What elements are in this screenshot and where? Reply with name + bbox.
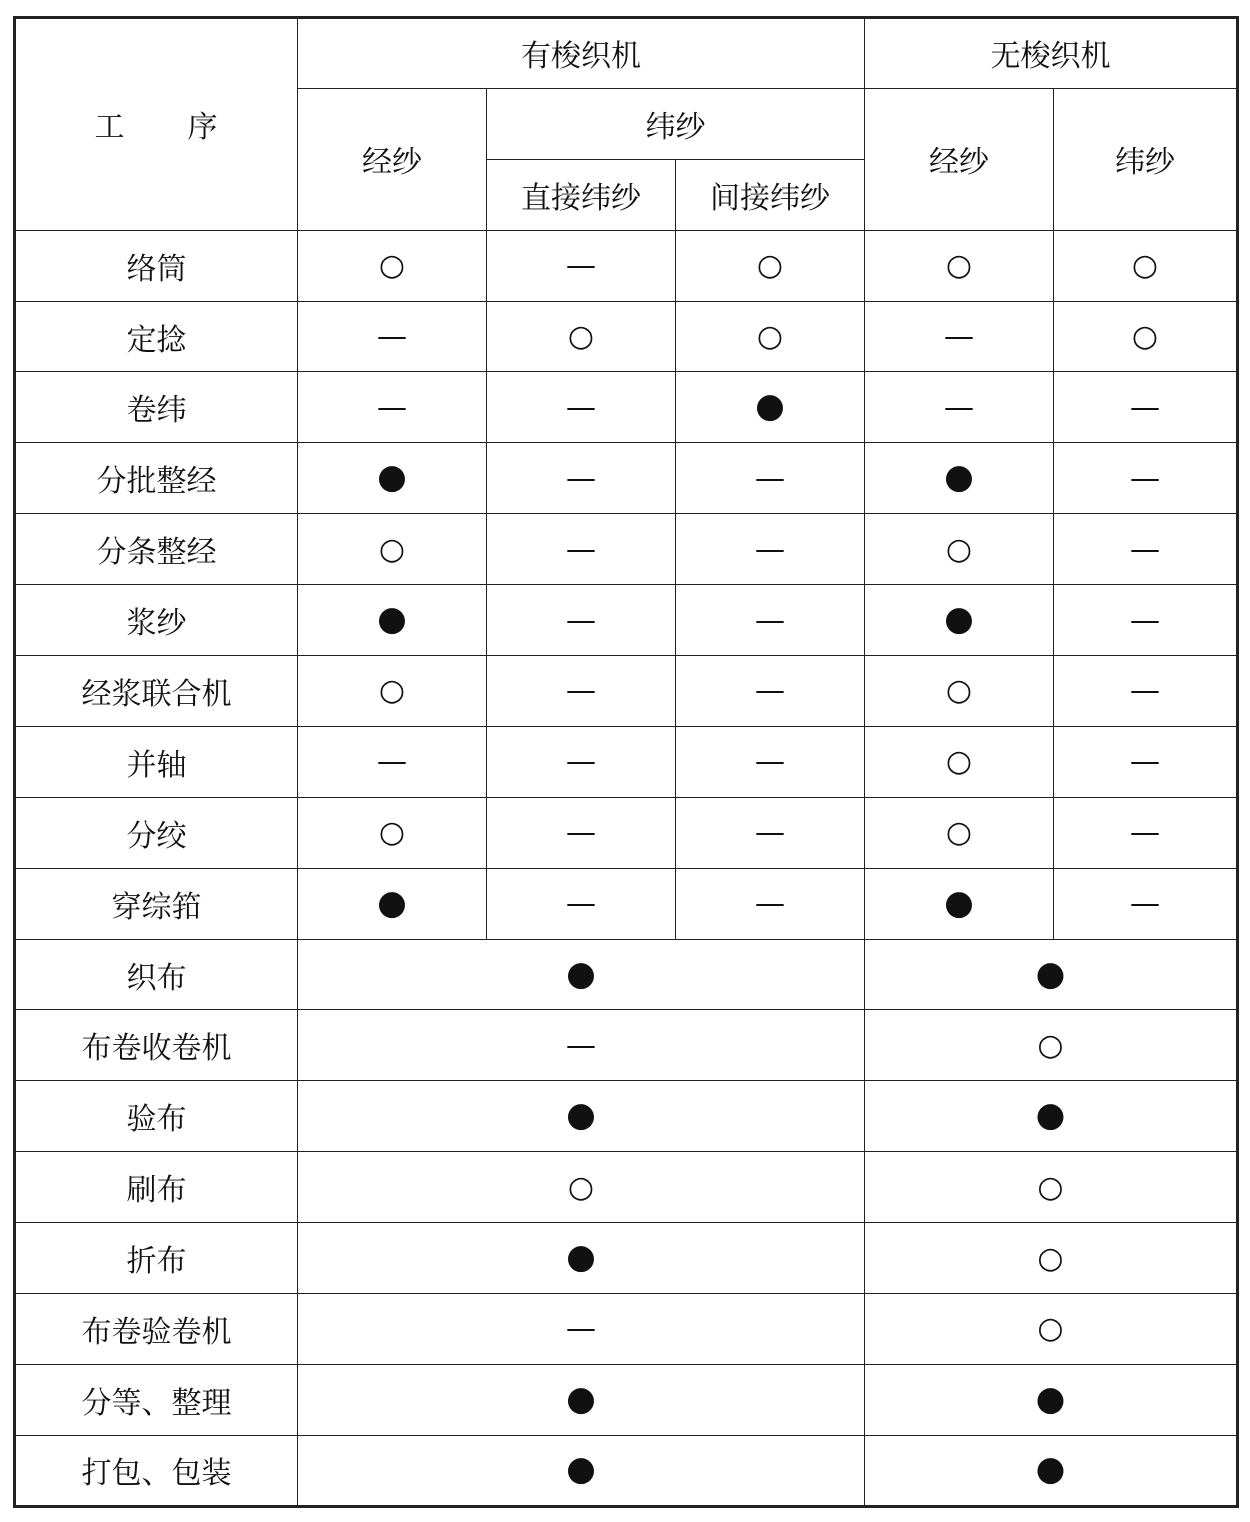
table-row [15,230,1238,301]
symbol-cell [865,1152,1238,1223]
symbol-cell [298,656,487,727]
symbol-cell [298,868,487,939]
symbol-cell [865,656,1054,727]
table-row [15,726,1238,797]
symbol-cell [1054,443,1238,514]
symbol-cell [298,726,487,797]
symbol-cell [487,230,676,301]
symbol-mark: ○ [378,248,406,284]
symbol-mark: — [1130,389,1161,425]
table-row [15,443,1238,514]
symbol-cell [865,1435,1238,1506]
symbol-mark: — [1130,531,1161,567]
symbol-mark: — [566,815,596,851]
shuttleless-warp-header: 经纱 [865,88,1054,230]
symbol-mark: — [1130,815,1161,851]
process-name: 刷布 [15,1152,298,1223]
symbol-mark: ○ [567,319,595,354]
symbol-cell [1054,868,1238,939]
symbol-cell [676,514,865,585]
symbol-cell [1054,372,1238,443]
symbol-cell [1054,726,1238,797]
symbol-cell [865,301,1054,372]
symbol-mark: — [566,744,596,780]
symbol-mark: — [755,886,785,922]
table-row [15,1435,1238,1506]
symbol-mark: — [1130,602,1161,638]
symbol-cell [865,514,1054,585]
symbol-mark: ● [944,882,974,923]
symbol-cell [865,1081,1238,1152]
symbol-cell [487,443,676,514]
symbol-mark: ● [377,882,407,923]
symbol-mark: ● [1035,953,1066,994]
symbol-mark: — [1130,886,1161,922]
process-name: 织布 [15,939,298,1010]
symbol-cell [298,1364,865,1435]
symbol-mark: — [566,886,596,922]
symbol-cell [865,797,1054,868]
symbol-cell [298,443,487,514]
symbol-mark: — [377,389,407,425]
table-row [15,1152,1238,1223]
symbol-mark: ○ [1037,1169,1064,1205]
symbol-mark: ● [755,386,785,427]
symbol-cell [487,868,676,939]
symbol-mark: ○ [945,248,973,284]
symbol-cell [865,1294,1238,1365]
symbol-cell [1054,230,1238,301]
symbol-cell [865,585,1054,656]
symbol-cell [865,443,1054,514]
symbol-cell [487,301,676,372]
symbol-mark: ● [566,953,596,994]
symbol-mark: — [566,531,596,567]
symbol-mark: — [944,389,975,425]
symbol-cell [298,1294,865,1365]
symbol-mark: ● [566,1237,596,1278]
symbol-cell [298,1010,865,1081]
symbol-cell [865,372,1054,443]
symbol-cell [298,1081,865,1152]
symbol-cell [676,797,865,868]
process-name: 分等、整理 [15,1364,298,1435]
symbol-mark: — [1130,744,1161,780]
symbol-mark: — [566,248,596,284]
symbol-mark: ● [566,1378,596,1419]
process-name: 分绞 [15,797,298,868]
symbol-cell [298,230,487,301]
symbol-mark: ○ [1131,248,1159,284]
symbol-mark: ○ [378,673,406,709]
table-row [15,797,1238,868]
process-header [15,18,298,231]
shuttle-warp-header: 经纱 [298,88,487,230]
process-name: 验布 [15,1081,298,1152]
table-row [15,1081,1238,1152]
symbol-mark: — [1130,460,1161,496]
table-row [15,301,1238,372]
shuttle-loom-header: 有梭织机 [298,18,865,89]
process-name: 分条整经 [15,514,298,585]
symbol-mark: ○ [756,319,784,354]
symbol-mark: ● [944,457,974,498]
symbol-cell [487,797,676,868]
symbol-cell [298,514,487,585]
symbol-cell [676,585,865,656]
symbol-mark: — [1130,673,1161,709]
symbol-cell [298,939,865,1010]
symbol-cell [865,1364,1238,1435]
symbol-mark: — [755,602,785,638]
table-row [15,372,1238,443]
process-name: 并轴 [15,726,298,797]
symbol-cell [487,372,676,443]
symbol-mark: ● [1035,1449,1066,1490]
symbol-cell [1054,797,1238,868]
process-name: 卷纬 [15,372,298,443]
symbol-cell [1054,585,1238,656]
symbol-cell [865,230,1054,301]
symbol-mark: ○ [1037,1027,1064,1063]
symbol-mark: — [566,673,596,709]
direct-weft-header: 直接纬纱 [487,159,676,230]
symbol-mark: ○ [945,531,973,567]
symbol-mark: — [566,460,596,496]
symbol-cell [298,372,487,443]
symbol-cell [676,443,865,514]
table-row [15,939,1238,1010]
symbol-cell [487,726,676,797]
process-name: 分批整经 [15,443,298,514]
symbol-cell [298,585,487,656]
symbol-cell [487,585,676,656]
process-name: 布卷收卷机 [15,1010,298,1081]
symbol-mark: — [566,1311,596,1347]
table-row [15,1223,1238,1294]
table-row [15,1364,1238,1435]
symbol-cell [298,1152,865,1223]
symbol-mark: ○ [1037,1311,1064,1347]
symbol-cell [865,939,1238,1010]
process-name: 折布 [15,1223,298,1294]
process-name: 布卷验卷机 [15,1294,298,1365]
symbol-mark: — [566,602,596,638]
symbol-mark: ○ [378,815,406,851]
symbol-mark: ○ [1037,1240,1064,1276]
process-name: 定捻 [15,301,298,372]
symbol-mark: ● [377,457,407,498]
table-row [15,1010,1238,1081]
table-row [15,514,1238,585]
symbol-cell [298,301,487,372]
symbol-mark: — [755,744,785,780]
symbol-cell [298,797,487,868]
process-name: 穿综筘 [15,868,298,939]
process-name: 打包、包装 [15,1435,298,1506]
table-row [15,868,1238,939]
symbol-cell [1054,514,1238,585]
process-table [13,16,1239,1508]
shuttle-weft-header: 纬纱 [487,88,865,159]
symbol-cell [676,868,865,939]
symbol-mark: — [755,815,785,851]
shuttleless-loom-header: 无梭织机 [865,18,1238,89]
table-row [15,585,1238,656]
symbol-cell [865,726,1054,797]
symbol-mark: ● [566,1449,596,1490]
symbol-cell [1054,301,1238,372]
symbol-cell [676,656,865,727]
process-name: 浆纱 [15,585,298,656]
symbol-mark: — [566,1027,596,1063]
symbol-mark: ● [944,599,974,640]
symbol-cell [676,372,865,443]
symbol-mark: ● [566,1095,596,1136]
symbol-cell [865,1223,1238,1294]
symbol-mark: ○ [567,1169,595,1205]
symbol-mark: — [755,531,785,567]
symbol-mark: ○ [945,673,973,709]
process-name: 络筒 [15,230,298,301]
table-row [15,656,1238,727]
symbol-cell [865,1010,1238,1081]
symbol-mark: — [755,460,785,496]
symbol-cell [298,1435,865,1506]
process-header-label: 工 序 [94,110,219,146]
symbol-cell [487,656,676,727]
symbol-cell [298,1223,865,1294]
symbol-mark: ○ [945,815,973,851]
symbol-mark: ● [377,599,407,640]
symbol-mark: ○ [378,531,406,567]
symbol-mark: — [566,389,596,425]
symbol-mark: — [944,319,975,354]
symbol-cell [865,868,1054,939]
process-name: 经浆联合机 [15,656,298,727]
symbol-mark: ○ [945,744,973,780]
symbol-mark: — [377,319,407,354]
symbol-mark: ● [1035,1095,1066,1136]
symbol-mark: ○ [1131,319,1159,354]
table-row [15,1294,1238,1365]
shuttleless-weft-header: 纬纱 [1054,88,1238,230]
symbol-cell [676,726,865,797]
symbol-cell [676,301,865,372]
symbol-cell [1054,656,1238,727]
symbol-cell [487,514,676,585]
symbol-mark: — [755,673,785,709]
indirect-weft-header: 间接纬纱 [676,159,865,230]
symbol-mark: — [377,744,407,780]
symbol-mark: ● [1035,1378,1066,1419]
symbol-mark: ○ [756,248,784,284]
symbol-cell [676,230,865,301]
